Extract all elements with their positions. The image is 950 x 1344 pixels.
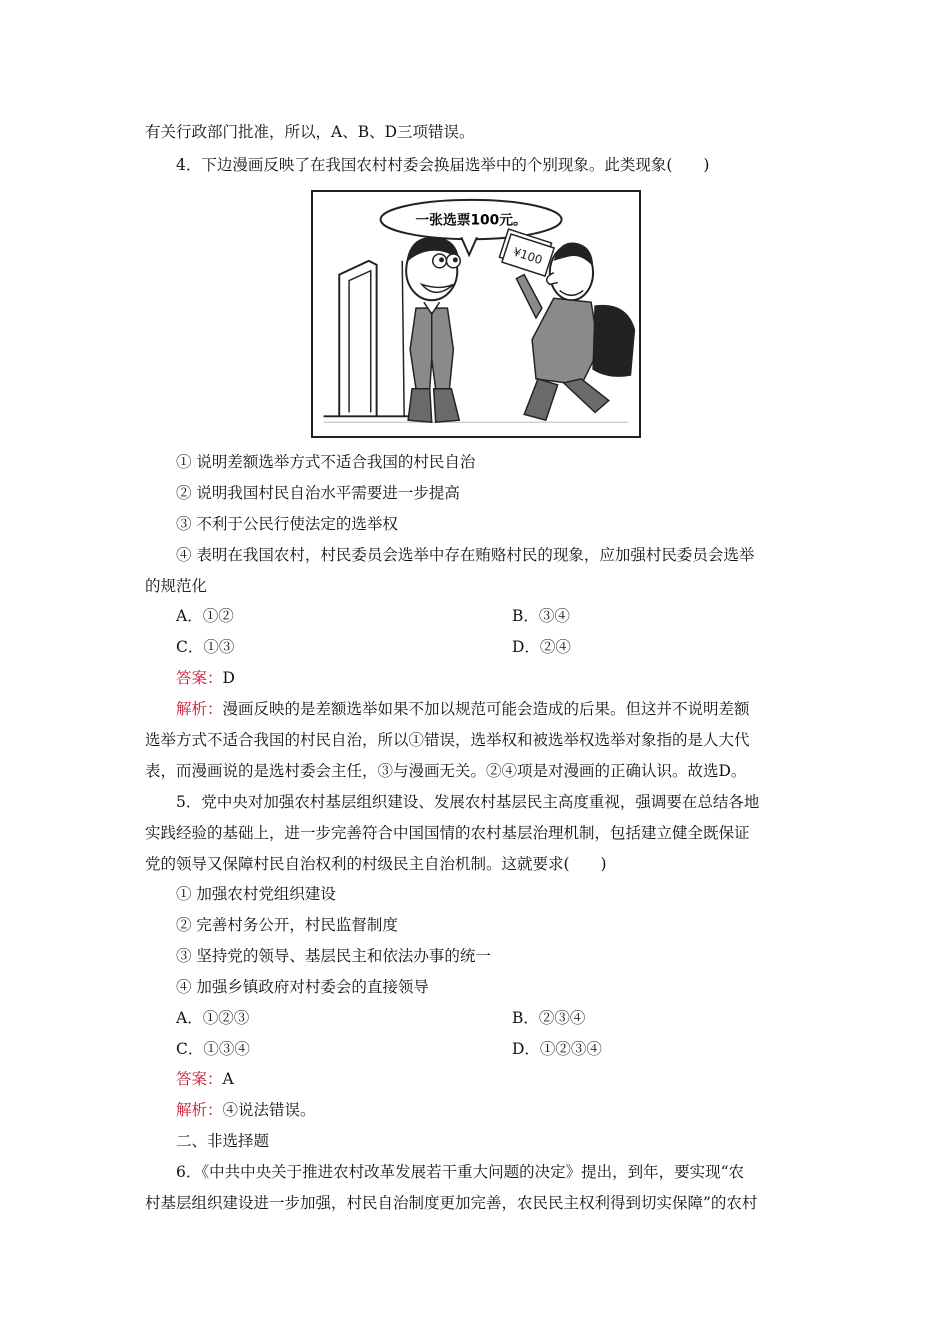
text-line: 有关行政部门批准，所以，A、B、D三项错误。 — [145, 123, 475, 141]
speech-bubble-text: 一张选票100元。 — [415, 212, 527, 229]
explanation-label: 解析： — [176, 1101, 223, 1119]
question-6-line-2: 村基层组织建设进一步加强，村民自治制度更加完善，农民民主权利得到切实保障”的农村 — [145, 1194, 758, 1212]
q5-option-4: ④ 加强乡镇政府对村委会的直接领导 — [176, 978, 429, 996]
explanation-text: ④说法错误。 — [222, 1101, 316, 1119]
q5-option-3: ③ 坚持党的领导、基层民主和依法办事的统一 — [176, 947, 491, 965]
q4-option-3: ③ 不利于公民行使法定的选举权 — [176, 515, 398, 533]
question-5-line-1: 5．党中央对加强农村基层组织建设、发展农村基层民主高度重视，强调要在总结各地 — [176, 793, 760, 811]
answer-label: 答案： — [176, 669, 223, 687]
question-5-line-3: 党的领导又保障村民自治权利的村级民主自治机制。这就要求( ) — [145, 855, 607, 873]
q5-choice-c: C．①③④ — [176, 1040, 250, 1058]
q5-option-2: ② 完善村务公开，村民监督制度 — [176, 916, 398, 934]
q4-choice-d: D．②④ — [512, 638, 571, 656]
q5-explanation — [176, 1100, 316, 1120]
q5-option-1: ① 加强农村党组织建设 — [176, 885, 336, 903]
question-5-line-2: 实践经验的基础上，进一步完善符合中国国情的农村基层治理机制，包括建立健全既保证 — [145, 824, 750, 842]
q5-choice-a: A．①②③ — [176, 1009, 250, 1027]
q4-explanation-line-2: 选举方式不适合我国的村民自治，所以①错误，选举权和被选举权选举对象指的是人大代 — [145, 731, 750, 749]
answer-value: D — [222, 669, 235, 687]
q4-explanation-line-1 — [176, 699, 750, 719]
explanation-text: 漫画反映的是差额选举如果不加以规范可能会造成的后果。但这并不说明差额 — [222, 700, 750, 718]
question-4-stem: 4．下边漫画反映了在我国农村村委会换届选举中的个别现象。此类现象( ) — [176, 156, 710, 174]
banknote-text: ¥100 — [511, 244, 545, 268]
q4-option-4-cont: 的规范化 — [145, 577, 208, 595]
question-6-line-1: 6．《中共中央关于推进农村改革发展若干重大问题的决定》提出，到年，要实现“农 — [176, 1163, 745, 1181]
q5-choice-d: D．①②③④ — [512, 1040, 602, 1058]
q4-option-1: ① 说明差额选举方式不适合我国的村民自治 — [176, 453, 476, 471]
answer-label: 答案： — [176, 1070, 223, 1088]
q4-option-4: ④ 表明在我国农村，村民委员会选举中存在贿赂村民的现象，应加强村民委员会选举 — [176, 546, 755, 564]
q5-answer — [176, 1069, 234, 1089]
section-heading: 二、非选择题 — [176, 1132, 270, 1150]
q4-choice-b: B．③④ — [512, 607, 570, 625]
q4-choice-a: A．①② — [176, 607, 234, 625]
explanation-label: 解析： — [176, 700, 223, 718]
q4-explanation-line-3: 表，而漫画说的是选村委会主任，③与漫画无关。②④项是对漫画的正确认识。故选D。 — [145, 762, 747, 780]
cartoon-figure — [311, 190, 641, 438]
q5-choice-b: B．②③④ — [512, 1009, 586, 1027]
q4-option-2: ② 说明我国村民自治水平需要进一步提高 — [176, 484, 460, 502]
q4-choice-c: C．①③ — [176, 638, 235, 656]
q4-answer — [176, 668, 235, 688]
answer-value: A — [222, 1070, 234, 1088]
